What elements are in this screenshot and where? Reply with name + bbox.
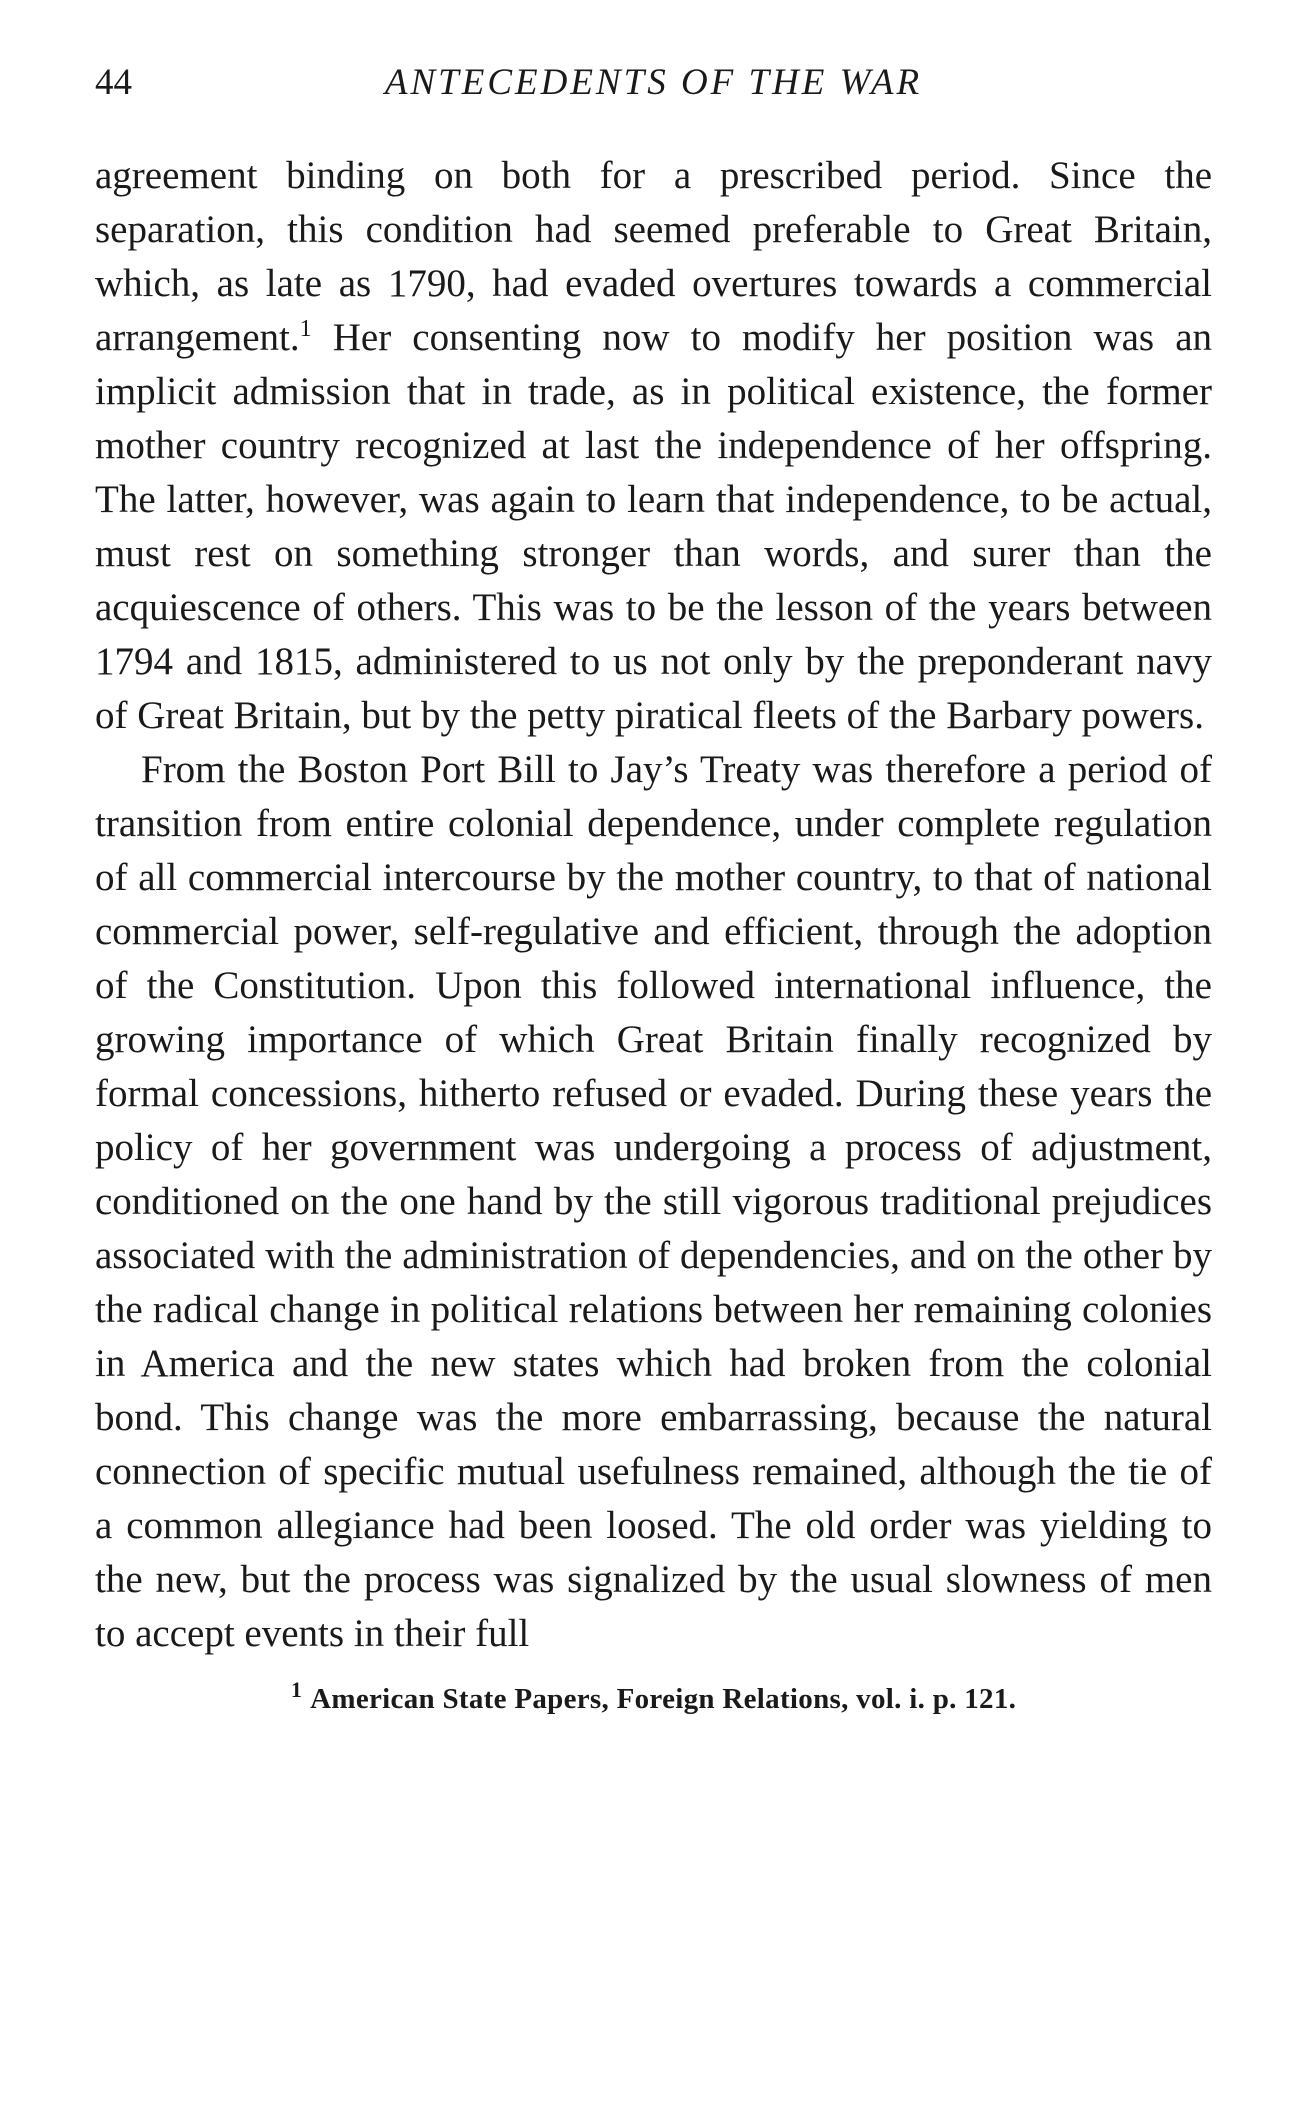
- book-page: [95, 55, 1212, 1719]
- page-number: 44: [95, 62, 132, 103]
- page-header: [95, 55, 1212, 115]
- paragraph-1-text-start: agreement binding on both for a prescribed period. Since the separation, this condition had seemed preferable to Great Britain, which, as late as 1790, had evaded overtures towards a commercial arrangement.: [95, 154, 1212, 359]
- running-title: ANTECEDENTS OF THE WAR: [384, 62, 923, 103]
- paragraph-2: From the Boston Port Bill to Jay’s Treaty was therefore a period of transition from entire colonial dependence, under complete regulation of all commercial intercourse by the mother country, to that of national commercial power, self-regulative and efficient, through the adoption of the Constitution. Upon this followed international influence, the growing importance of which Great Britain finally recognized by formal concessions, hitherto refused or evaded. During these years the policy of her government was undergoing a process of adjustment, conditioned on the one hand by the still vigorous traditional prejudices associated with the administration of dependencies, and on the other by the radical change in political relations between her remaining colonies in America and the new states which had broken from the colonial bond. This change was the more embarrassing, because the natural connection of specific mutual usefulness remained, although the tie of a common allegiance had been loosed. The old order was yielding to the new, but the process was signalized by the usual slowness of men to accept events in their full: [95, 748, 1212, 1655]
- body-text: [95, 149, 1212, 1661]
- paragraph-1: [95, 149, 1212, 743]
- footnote-marker: 1: [290, 1677, 303, 1703]
- footnote-reference: 1: [299, 316, 312, 342]
- footnote: [95, 1679, 1212, 1719]
- paragraph-1-text-end: Her consenting now to modify her position was an implicit admission that in trade, as in political existence, the former mother country recognized at last the independence of her offspring. The latter, however, was again to learn that independence, to be actual, must rest on something stronger than words, and surer than the acquiescence of others. This was to be the lesson of the years between 1794 and 1815, administered to us not only by the preponderant navy of Great Britain, but by the petty piratical fleets of the Barbary powers.: [95, 316, 1212, 737]
- footnote-text: American State Papers, Foreign Relations, vol. i. p. 121.: [310, 1683, 1017, 1715]
